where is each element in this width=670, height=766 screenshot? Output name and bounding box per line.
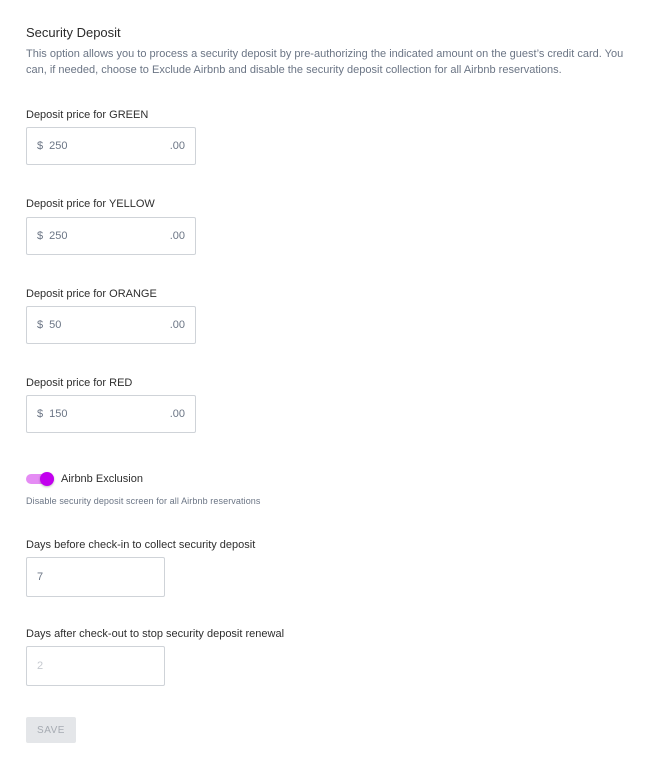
deposit-cents: .00 — [169, 230, 185, 242]
currency-symbol: $ — [37, 319, 44, 331]
deposit-red-label: Deposit price for RED — [26, 377, 133, 389]
deposit-orange-label: Deposit price for ORANGE — [26, 288, 157, 300]
days-after-label: Days after check-out to stop security deposit renewal — [26, 628, 285, 640]
deposit-amount[interactable]: 250 — [49, 140, 68, 152]
deposit-cents: .00 — [169, 408, 185, 420]
currency-symbol: $ — [37, 140, 44, 152]
toggle-thumb — [40, 472, 54, 486]
days-before-value[interactable]: 7 — [37, 571, 44, 583]
days-before-label: Days before check-in to collect security deposit — [26, 539, 256, 551]
save-button[interactable]: SAVE — [26, 717, 76, 743]
deposit-yellow-label: Deposit price for YELLOW — [26, 198, 155, 210]
section-description: This option allows you to process a security deposit by pre-authorizing the indicated amount on the guest’s credit card. You can, if needed, choose to Exclude Airbnb and disable the security deposit collection for all Airbnb reservations. — [26, 48, 624, 76]
deposit-amount[interactable]: 250 — [49, 230, 68, 242]
currency-symbol: $ — [37, 230, 44, 242]
days-after-placeholder[interactable]: 2 — [37, 660, 44, 672]
deposit-amount[interactable]: 50 — [49, 319, 62, 331]
deposit-cents: .00 — [169, 140, 185, 152]
deposit-green-label: Deposit price for GREEN — [26, 109, 149, 121]
deposit-red-input[interactable] — [26, 395, 196, 433]
deposit-cents: .00 — [169, 319, 185, 331]
airbnb-exclusion-help: Disable security deposit screen for all Airbnb reservations — [26, 496, 261, 506]
section-title: Security Deposit — [26, 25, 121, 40]
currency-symbol: $ — [37, 408, 44, 420]
deposit-orange-input[interactable] — [26, 306, 196, 344]
deposit-yellow-input[interactable] — [26, 217, 196, 255]
deposit-green-input[interactable] — [26, 127, 196, 165]
airbnb-exclusion-toggle[interactable] — [26, 472, 54, 486]
days-after-input[interactable] — [26, 646, 165, 686]
airbnb-exclusion-label: Airbnb Exclusion — [61, 473, 143, 485]
deposit-amount[interactable]: 150 — [49, 408, 68, 420]
days-before-input[interactable] — [26, 557, 165, 597]
